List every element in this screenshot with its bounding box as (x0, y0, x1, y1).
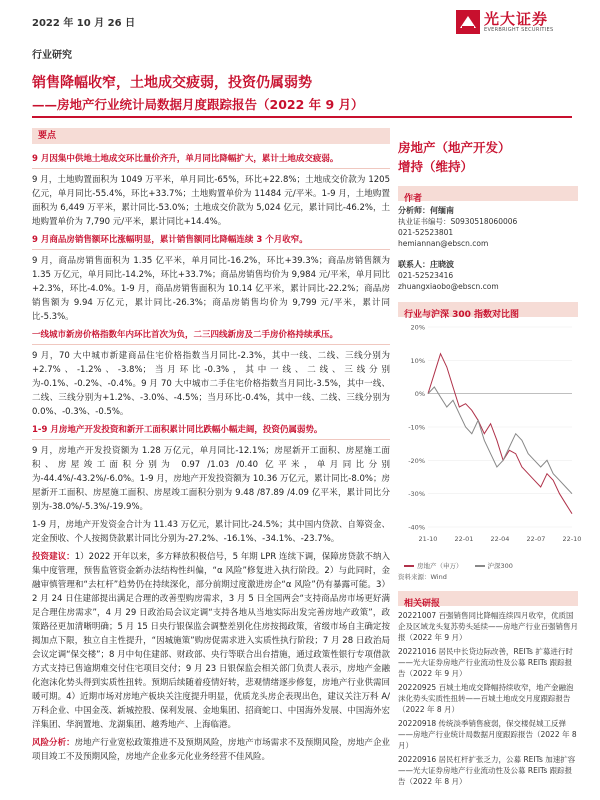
contact-name: 联系人：庄晓波 (398, 260, 454, 269)
chart-xtick-label: 22-01 (454, 535, 474, 543)
related-heading (398, 591, 578, 609)
chart-ytick-label: -10% (408, 423, 425, 432)
summary-para-sales: 9 月，商品房销售面积为 1.35 亿平米，单月同比-16.2%，环比+39.3%；商品房销售额为 1.35 万亿元，单月同比-14.2%，环比+33.7%；商品房销售均价为 9,984 元/平米，单月同比+2.3%，环比-4.0%。1-9 月，商品房销售面积为 10.14 亿平米，累计同比-22.2%；商品房销售额为 9.94 万亿元，累计同比-26.3%；商品房销售均价为 9,799 元/平米，累计同比-5.3%。 (32, 256, 390, 322)
logo-text: 光大证券 (484, 10, 549, 28)
analyst-block (398, 205, 578, 292)
risk-analysis (32, 736, 390, 764)
report-subtitle: ——房地产行业统计局数据月度跟踪报告（2022 年 9 月） (32, 97, 364, 112)
chart-xtick-label: 21-10 (418, 535, 438, 543)
index-comparison-chart (398, 321, 582, 561)
contact-email[interactable]: zhuangxiaobo@ebscn.com (398, 282, 499, 291)
everbright-logo-icon (456, 10, 480, 34)
report-date: 2022 年 10 月 26 日 (32, 18, 136, 29)
report-headline: 销售降幅收窄，土地成交疲弱，投资仍属弱势 (32, 75, 312, 91)
summary-para-land: 9 月，土地购置面积为 1049 万平米，单月同比-65%，环比+22.8%；土地成交价款为 1205 亿元，单月同比-55.4%，环比+33.7%；土地购置单价为 11484 元/平米。1-9 月，土地购置面积为 6,449 万平米，累计同比-53.0%；土地成交价款为 5,024 亿元，累计同比-46.2%，土地购置单价为 7,790 元/平米，累计同比+14.4%。 (32, 175, 390, 227)
summary-tag-label: 要点 (38, 131, 57, 141)
related-report-item[interactable]: 20220925 百城土地成交降幅持续收窄，地产金融泡沫化势头实质性扭转——百城土地成交月度跟踪报告（2022 年 8 月） (398, 683, 574, 714)
author-heading (398, 186, 578, 204)
author-heading-label: 作者 (404, 194, 423, 204)
chart-heading-label: 行业与沪深 300 指数对比图 (404, 310, 520, 320)
chart-source: 资料来源：Wind (398, 573, 447, 581)
analyst-name: 分析师：何缅南 (398, 206, 454, 215)
summary-para-price: 9 月，70 大中城市新建商品住宅价格指数当月同比-2.3%，其中一线、二线、三线分别为+2.7%、-1.2%、-3.8%；当月环比-0.3%，其中一线、二线、三线分别为-0.1%、-0.2%、-0.4%。9 月 70 大中城市二手住宅价格指数当月同比-3.5%，其中一线、二线、三线分别为+1.2%、-3.0%、-4.5%；当月环比-0.4%，其中一线、二线、三线分别为 0.0%、-0.3%、-0.5%。 (32, 351, 390, 417)
sector-name: 房地产（地产开发） (398, 140, 511, 155)
summary-heading-land: 9 月因集中供地土地成交环比量价齐升，单月同比降幅扩大，累计土地成交疲弱。 (32, 152, 390, 169)
related-heading-label: 相关研报 (404, 599, 441, 609)
chart-legend (404, 561, 578, 570)
summary-column (32, 128, 390, 768)
report-category: 行业研究 (32, 50, 72, 61)
chart-xtick-label: 22-04 (490, 535, 510, 543)
legend-item-realestate: 房地产（申万） (404, 561, 463, 570)
logo (456, 10, 553, 34)
summary-para-funding: 1-9 月，房地产开发资金合计为 11.43 万亿元，累计同比-24.5%；其中国内贷款、自筹资金、定金预收、个人按揭贷款累计同比分别为-27.2%、-16.1%、-34.1%、-23.7%。 (32, 520, 390, 544)
sidebar (398, 138, 582, 790)
rating-value: 增持（维持） (398, 159, 474, 174)
legend-item-hs300: 沪深300 (475, 561, 513, 570)
related-reports (398, 610, 578, 787)
logo-subtext: EVERBRIGHT SECURITIES (484, 27, 554, 33)
chart-xtick-label: 22-10 (562, 535, 582, 543)
chart-ytick-label: -40% (408, 523, 425, 532)
analyst-cert: 执业证书编号：S0930518060006 (398, 217, 518, 226)
related-report-item[interactable]: 20220916 居民杠杆扩张乏力，公募 REITs 加速扩容——光大证券房地产行业流动性及公募 REITs 跟踪报告（2022 年 8 月） (398, 755, 576, 786)
analyst-phone: 021-52523801 (398, 228, 454, 237)
related-report-item[interactable]: 20220918 传统淡季销售疲弱，保交楼促城工反弹——房地产行业统计局数据月度跟踪报告（2022 年 8 月） (398, 719, 577, 750)
chart-canvas (398, 321, 582, 547)
analyst-email[interactable]: hemiannan@ebscn.com (398, 239, 489, 248)
summary-para-investment: 9 月，房地产开发投资额为 1.28 万亿元，单月同比-12.1%；房屋新开工面积、房屋施工面积、房屋竣工面积分别为 0.97 /1.03 /0.40 亿平米，单月同比分别为-44.4%/-43.2%/-6.0%。1-9 月，房地产开发投资额为 10.36 万亿元，累计同比-8.0%；房屋新开工面积、房屋施工面积、房屋竣工面积分别为 9.48 /87.89 /4.09 亿平米，累计同比分别为-38.0%/-5.3%/-19.9%。 (32, 446, 390, 512)
title-divider (32, 116, 572, 118)
summary-tag (32, 128, 390, 144)
summary-heading-sales: 9 月商品房销售额环比涨幅明显，累计销售额同比降幅连续 3 个月收窄。 (32, 233, 390, 250)
chart-ytick-label: -30% (408, 490, 425, 499)
chart-ytick-label: 20% (410, 323, 425, 332)
risk-analysis-label: 风险分析： (32, 738, 75, 748)
chart-ytick-label: 10% (410, 356, 425, 365)
risk-analysis-text: 房地产行业宽松政策推进不及预期风险，房地产市场需求不及预期风险，房地产企业项目竣工不及预期风险，房地产企业多元化业务经营不佳风险。 (32, 738, 390, 762)
contact-phone: 021-52523416 (398, 271, 454, 280)
related-report-item[interactable]: 20221007 百强销售同比降幅连续四月收窄，优质国企及区域龙头复苏势头延续——房地产行业百强销售月报（2022 年 9 月） (398, 611, 578, 642)
investment-advice-text: 1）2022 开年以来，多方释放积极信号，5 年期 LPR 连续下调，保障房贷款不纳入集中度管理，预售监管资金新办法结构性纠偏，“α 风险”修复进入执行阶段。2）与此同时，金融审慎管理和“去杠杆”趋势仍在持续深化，部分前期过度激进房企“α 风险”仍有暴露可能。3）2 月 24 日住建部提出满足合理的改善型购房需求，3 月 5 日全国两会“支持商品房市场更好满足合理住房需求”，4 月 29 日政治局会议定调“支持各地从当地实际出发完善房地产政策”，政策路径更加清晰明确；5 月 15 日央行银保监会调整差别化住房按揭政策，省级市场自主确定按揭加点下限，独立自主性提升，“因城施策”购房促需求进入实质性执行阶段；7 月 28 日政治局会议定调“保交楼”；8 月中旬住建部、财政部、央行等联合出台措施，通过政策性银行专项借款方式支持已售逾期难交付住宅项目交付；9 月 23 日银保监会相关部门负责人表示，房地产金融化泡沫化势头得到实质性扭转。预期后续随着疫情好转，悲观情绪逐步修复，房地产行业供需回暖可期。4）近期市场对房地产板块关注度提升明显，优质龙头房企表现出色，建议关注万科 A/万科企业、中国金茂、新城控股、保利发展、金地集团、招商蛇口、中国海外发展、中国海外宏洋集团、华润置地、龙湖集团、越秀地产、上海临港。 (32, 552, 390, 730)
chart-ytick-label: 0% (414, 390, 425, 399)
chart-series-line (428, 354, 572, 514)
chart-xtick-label: 22-07 (526, 535, 546, 543)
investment-advice-label: 投资建议： (32, 552, 75, 562)
investment-advice (32, 550, 390, 732)
related-report-item[interactable]: 20221016 居民中长贷边际改善，REITs 扩募进行时——光大证券房地产行业流动性及公募 REITs 跟踪报告（2022 年 9 月） (398, 647, 573, 678)
chart-heading (398, 302, 578, 320)
summary-heading-price: 一线城市新房价格指数年内环比首次为负，二三四线新房及二手房价格持续承压。 (32, 328, 390, 345)
summary-heading-investment: 1-9 月房地产开发投资和新开工面积累计同比跌幅小幅走阔，投资仍属弱势。 (32, 423, 390, 440)
chart-ytick-label: -20% (408, 456, 425, 465)
